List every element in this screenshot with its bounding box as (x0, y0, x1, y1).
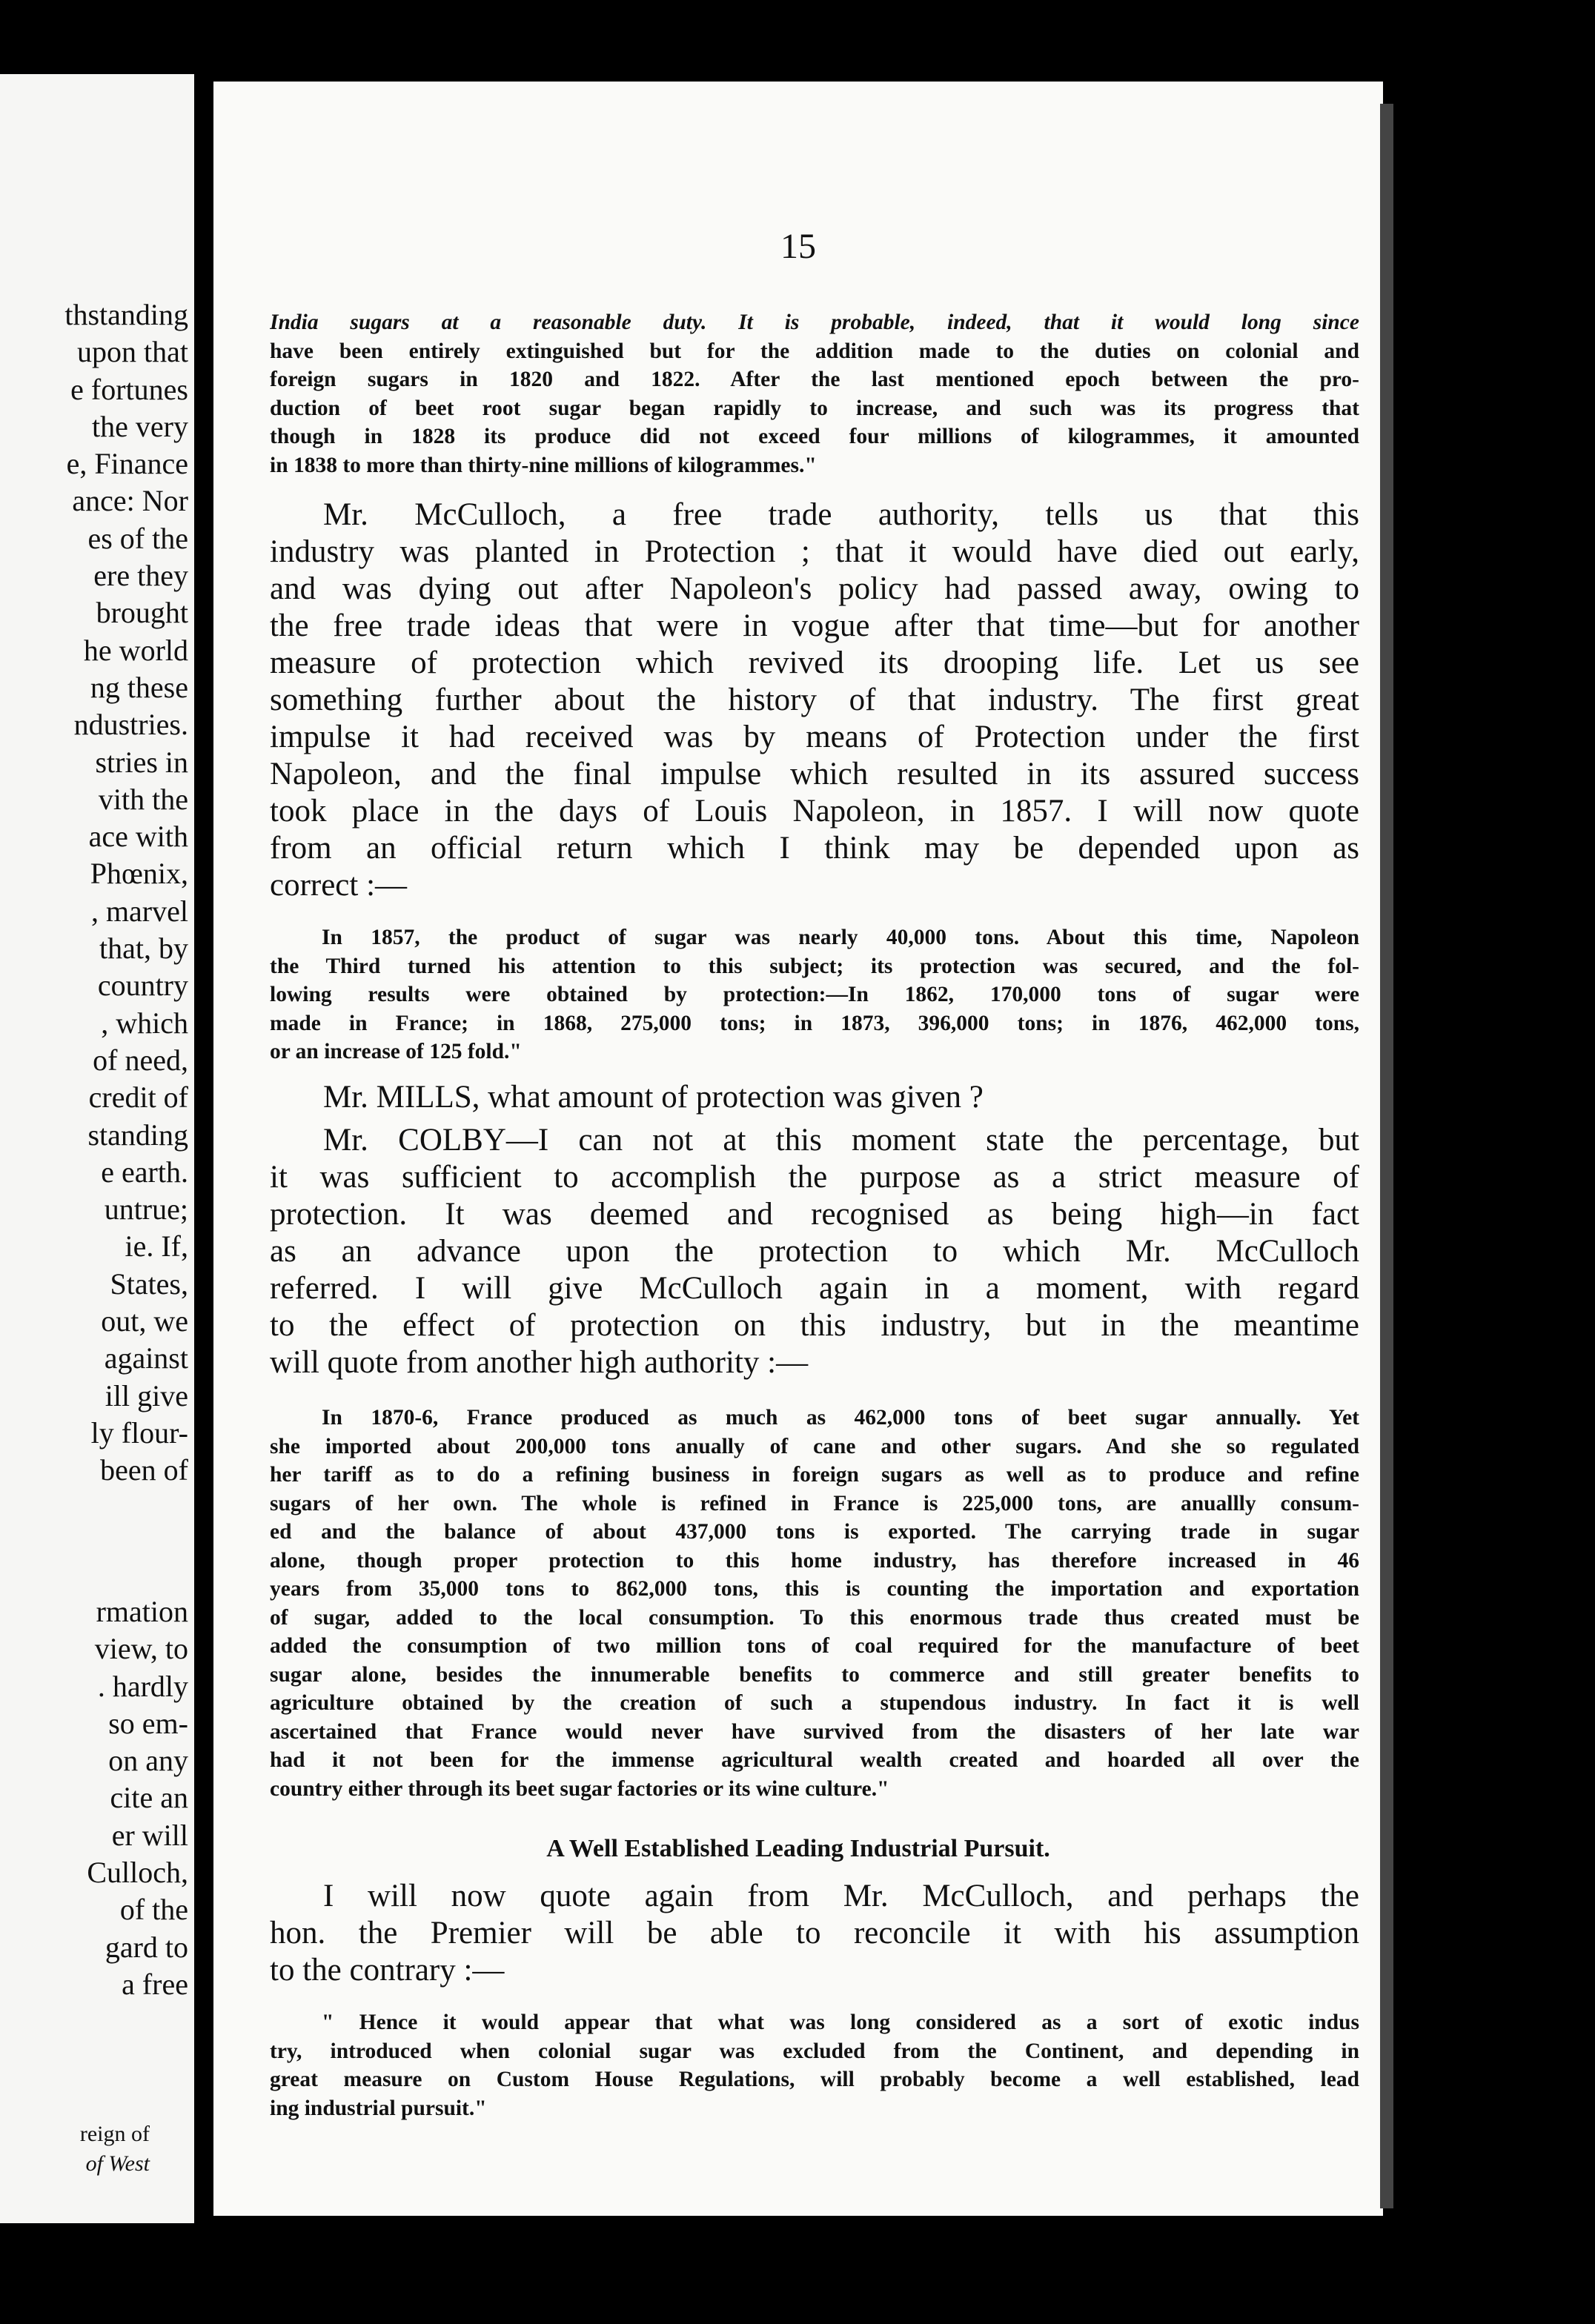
body-line: to the effect of protection on this industry, but in the meantime (270, 1308, 1359, 1343)
left-page-line: vith the (98, 782, 188, 816)
left-page-line: ly flour- (90, 1415, 188, 1450)
quote-line: sugar alone, besides the innumerable benefits to commerce and still greater benefits to (270, 1662, 1359, 1687)
quote-line: lowing results were obtained by protection:—In 1862, 170,000 tons of sugar were (270, 983, 1359, 1006)
left-page-line: out, we (101, 1304, 188, 1338)
quote-block-official-return (270, 923, 1359, 1066)
body-line: referred. I will give McCulloch again in a moment, with regard (270, 1271, 1359, 1306)
left-page-line: ere they (93, 559, 188, 593)
left-page-line: Culloch, (87, 1856, 188, 1890)
left-page-line: of the (119, 1893, 188, 1927)
left-page-line: been of (100, 1453, 188, 1487)
body-line: Napoleon, and the final impulse which resulted in its assured success (270, 757, 1359, 791)
body-line: measure of protection which revived its drooping life. Let us see (270, 645, 1359, 680)
mills-question (270, 1079, 1359, 1116)
body-line: I will now quote again from Mr. McCulloch, and perhaps the (323, 1879, 1359, 1913)
quote-line: great measure on Custom House Regulations, will probably become a well established, lead (270, 2068, 1359, 2091)
quote-line: of sugar, added to the local consumption. To this enormous trade thus created must be (270, 1605, 1359, 1630)
left-page-line: brought (96, 596, 188, 630)
page-number: 15 (780, 227, 816, 266)
quote-line: alone, though proper protection to this home industry, has therefore increased in 46 (270, 1548, 1359, 1573)
left-foot-line: reign of (79, 2122, 150, 2146)
left-page-fragment (0, 74, 194, 2223)
page-binding-edge (1380, 104, 1393, 2208)
left-page-line: against (104, 1341, 188, 1375)
body-line: from an official return which I think may be depended upon as (270, 831, 1359, 866)
left-page-line: e earth. (101, 1155, 188, 1189)
quote-line: country either through its beet sugar factories or its wine culture." (270, 1776, 889, 1801)
body-line: industry was planted in Protection ; that it would have died out early, (270, 534, 1359, 569)
left-page-line: untrue; (104, 1192, 188, 1226)
quote-line: try, introduced when colonial sugar was excluded from the Continent, and depending in (270, 2039, 1359, 2063)
left-page-line: . hardly (97, 1669, 188, 1703)
left-page-line: stries in (95, 745, 188, 779)
quote-line: years from 35,000 tons to 862,000 tons, this is counting the importation and exportation (270, 1577, 1359, 1601)
left-page-line: cite an (110, 1781, 188, 1815)
quote-line: the Third turned his attention to this subject; its protection was secured, and the fol- (270, 954, 1359, 978)
left-page-text-top (64, 296, 188, 1490)
body-line: Mr. McCulloch, a free trade authority, tells us that this (323, 497, 1359, 532)
left-page-line: e fortunes (70, 372, 188, 406)
left-page-line: er will (111, 1818, 188, 1852)
quote-line-text: India sugars at a reasonable duty. It is probable, indeed, that it would long since (270, 311, 1359, 334)
quote-line: " Hence it would appear that what was long considered as a sort of exotic indus (322, 2011, 1359, 2034)
left-page-line: ng these (90, 670, 188, 704)
body-line: hon. the Premier will be able to reconcile it with his assumption (270, 1916, 1359, 1950)
quote-line: In 1870-6, France produced as much as 462,000 tons of beet sugar annually. Yet (322, 1406, 1359, 1430)
quote-line: agriculture obtained by the creation of such a stupendous industry. In fact it is well (270, 1691, 1359, 1715)
body-line: something further about the history of that industry. The first great (270, 683, 1359, 717)
left-page-line: on any (108, 1744, 188, 1778)
body-line: impulse it had received was by means of Protection under the first (270, 720, 1359, 754)
body-line: it was sufficient to accomplish the purpose as a strict measure of (270, 1160, 1359, 1195)
quote-block-exotic-industry (270, 2008, 1359, 2122)
left-page-line: ance: Nor (72, 484, 188, 518)
left-page-line: Phœnix, (90, 857, 188, 891)
quote-line: had it not been for the immense agricultural wealth created and hoarded all over the (270, 1748, 1359, 1772)
quote-line: in 1838 to more than thirty-nine millions of kilogrammes." (270, 453, 817, 477)
quote-line: ascertained that France would never have survived from the disasters of her late war (270, 1719, 1359, 1744)
paragraph-mcculloch (270, 497, 1359, 904)
paragraph-quote-again (270, 1878, 1359, 1989)
paragraph-colby (270, 1122, 1359, 1381)
quote-line: she imported about 200,000 tons anually of cane and other sugars. And she so regulated (270, 1434, 1359, 1458)
quote-line: duction of beet root sugar began rapidly to increase, and such was its progress that (270, 396, 1359, 420)
left-page-line: ndustries. (73, 708, 188, 742)
left-page-line: ill give (105, 1378, 188, 1412)
left-page-line: , which (101, 1006, 188, 1040)
quote-line (270, 308, 1359, 337)
left-page-line: rmation (96, 1595, 188, 1628)
left-page-line: the very (92, 409, 188, 443)
left-page-line: e, Finance (66, 447, 188, 481)
quote-line: or an increase of 125 fold." (270, 1040, 522, 1063)
left-page-footnote (80, 2119, 150, 2179)
left-page-line: ace with (88, 820, 188, 854)
body-line: took place in the days of Louis Napoleon, in 1857. I will now quote (270, 794, 1359, 829)
body-line: the free trade ideas that were in vogue after that time—but for another (270, 608, 1359, 643)
body-line: Mr. COLBY—I can not at this moment state the percentage, but (323, 1123, 1359, 1158)
left-page-line: States, (110, 1266, 188, 1301)
left-page-line: thstanding (64, 298, 188, 331)
quote-line: sugars of her own. The whole is refined in France is 225,000 tons, are anuallly consum- (270, 1491, 1359, 1515)
quote-line: made in France; in 1868, 275,000 tons; in 1873, 396,000 tons; in 1876, 462,000 tons, (270, 1011, 1359, 1035)
quote-line: ed and the balance of about 437,000 tons is exported. The carrying trade in sugar (270, 1520, 1359, 1544)
quote-line: her tariff as to do a refining business in foreign sugars as well as to produce and refine (270, 1463, 1359, 1487)
body-line: Mr. MILLS, what amount of protection was given ? (323, 1080, 984, 1115)
body-line: to the contrary :— (270, 1953, 505, 1988)
left-page-line: , marvel (90, 894, 188, 928)
quote-line: added the consumption of two million tons of coal required for the manufacture of beet (270, 1634, 1359, 1658)
quote-line: In 1857, the product of sugar was nearly 40,000 tons. About this time, Napoleon (322, 926, 1359, 949)
left-page-line: ie. If, (125, 1229, 188, 1264)
left-page-line: he world (83, 633, 188, 667)
left-page-line: so em- (108, 1706, 188, 1740)
quote-block-india-sugars (270, 308, 1359, 479)
left-page-line: that, by (99, 932, 188, 966)
body-line: as an advance upon the protection to which Mr. McCulloch (270, 1234, 1359, 1269)
left-page-line: credit of (88, 1080, 188, 1115)
quote-line: ing industrial pursuit." (270, 2096, 487, 2120)
body-line: will quote from another high authority :— (270, 1345, 809, 1380)
left-page-line: a free (122, 1967, 188, 2001)
left-page-line: es of the (87, 521, 188, 555)
body-line: correct :— (270, 868, 408, 903)
left-page-line: of need, (93, 1043, 188, 1077)
body-line: and was dying out after Napoleon's policy had passed away, owing to (270, 571, 1359, 606)
left-page-line: country (97, 969, 188, 1003)
left-page-line: upon that (77, 335, 188, 369)
left-page-line: gard to (105, 1930, 188, 1964)
body-line: protection. It was deemed and recognised as being high—in fact (270, 1197, 1359, 1232)
quote-block-france-production (270, 1404, 1359, 1803)
left-page-line: standing (87, 1118, 188, 1152)
left-page-text-bottom (87, 1593, 188, 2003)
left-page-line: view, to (94, 1632, 188, 1666)
section-heading: A Well Established Leading Industrial Pursuit. (546, 1835, 1050, 1862)
document-page (213, 82, 1383, 2216)
left-foot-line: of West (85, 2151, 150, 2176)
quote-line: though in 1828 its produce did not exceed four millions of kilogrammes, it amounted (270, 425, 1359, 448)
quote-line: have been entirely extinguished but for the addition made to the duties on colonial and (270, 339, 1359, 363)
quote-line: foreign sugars in 1820 and 1822. After the last mentioned epoch between the pro- (270, 368, 1359, 391)
